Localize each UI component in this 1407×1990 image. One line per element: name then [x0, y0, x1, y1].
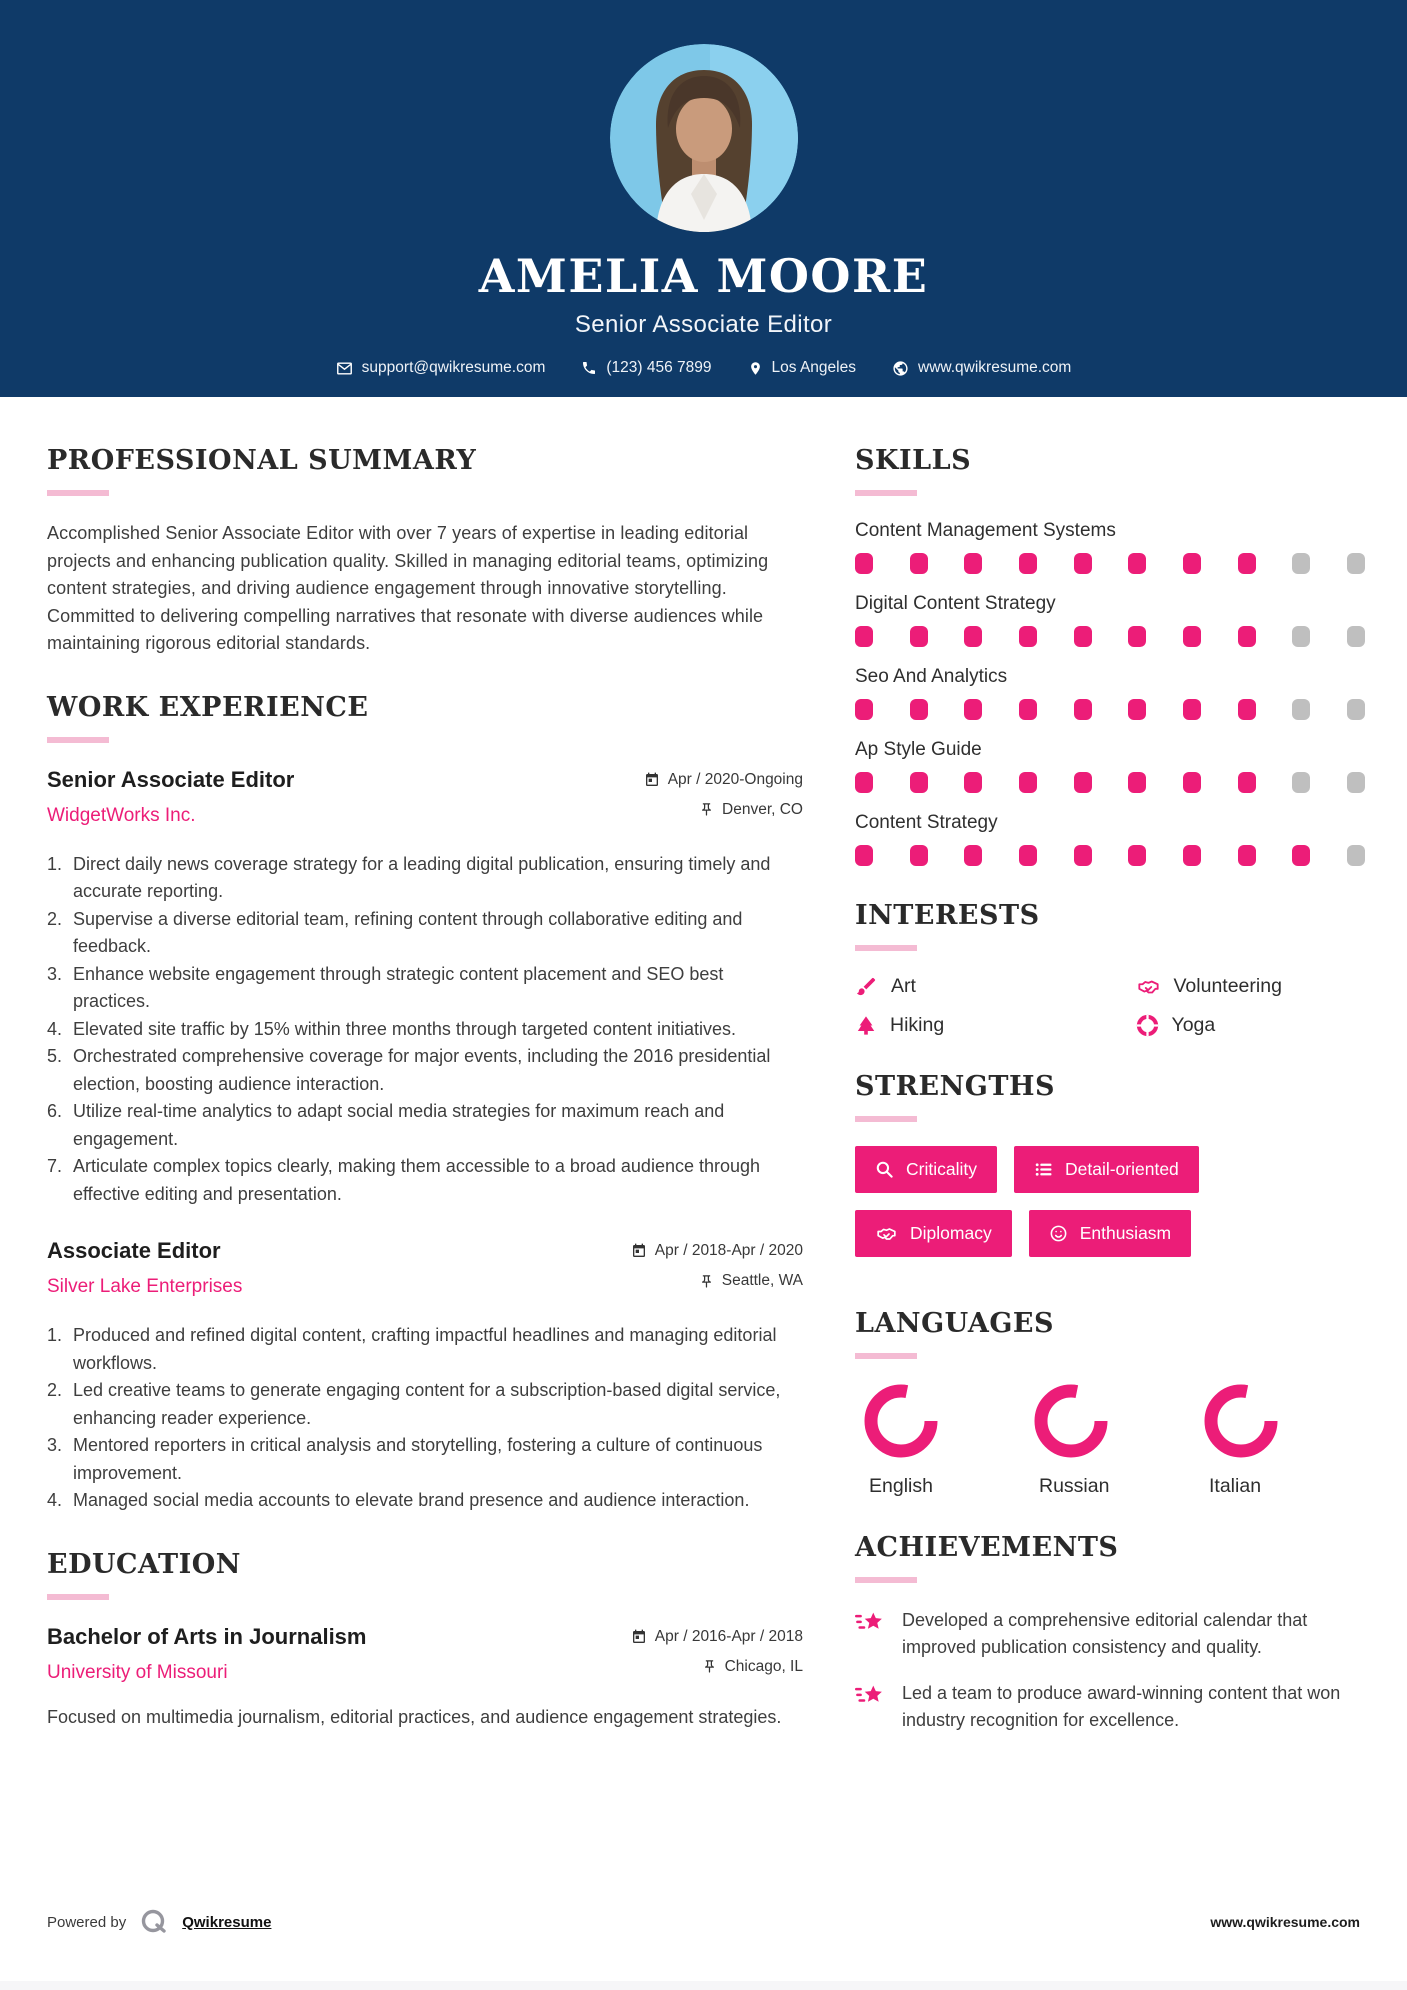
magnifier-icon	[875, 1160, 894, 1179]
header-banner	[0, 0, 1407, 397]
pushpin-icon	[702, 1659, 717, 1674]
handshake-icon	[875, 1224, 898, 1244]
smiley-icon	[1049, 1224, 1068, 1243]
calendar-icon	[631, 1243, 647, 1259]
skill-dot-filled	[964, 772, 982, 793]
job-bullet: Enhance website engagement through strategic content placement and SEO best practices.	[73, 963, 724, 1011]
skill-dot-empty	[1292, 772, 1310, 793]
section-heading: SKILLS	[855, 445, 972, 476]
skill-dot-filled	[910, 772, 928, 793]
section-heading: EDUCATION	[47, 1548, 241, 1580]
job-bullet: Mentored reporters in critical analysis and storytelling, fostering a culture of continuous improvement.	[73, 1435, 763, 1483]
language-item	[855, 1383, 1025, 1498]
pushpin-icon	[699, 1274, 714, 1289]
contact-phone[interactable]: (123) 456 7899	[581, 359, 711, 377]
job-bullets	[47, 851, 803, 1209]
heading-underline	[855, 1353, 917, 1359]
section-strengths	[855, 1071, 1365, 1274]
skill-dot-filled	[1128, 699, 1146, 720]
job-company: WidgetWorks Inc.	[47, 804, 196, 826]
skill-dot-filled	[855, 772, 873, 793]
skill-dot-filled	[855, 626, 873, 647]
location-icon	[748, 360, 763, 377]
skill-dot-filled	[1128, 553, 1146, 574]
section-heading: LANGUAGES	[855, 1308, 1054, 1339]
language-name: Russian	[1039, 1475, 1110, 1497]
skill-dot-filled	[855, 553, 873, 574]
heading-underline	[855, 1577, 917, 1583]
language-name: English	[869, 1475, 933, 1497]
job-bullet: Managed social media accounts to elevate brand presence and audience interaction.	[73, 1490, 750, 1510]
language-level-ring	[1203, 1383, 1279, 1459]
strength-badge: Detail-oriented	[1014, 1146, 1199, 1193]
section-work-experience	[47, 692, 803, 1515]
interest-item: Art	[855, 975, 1136, 998]
section-heading: ACHIEVEMENTS	[855, 1532, 1119, 1563]
section-interests	[855, 900, 1365, 1037]
skill-rating	[855, 845, 1365, 866]
job-bullet: Produced and refined digital content, crafting impactful headlines and managing editorial workflows.	[73, 1325, 777, 1373]
contact-location: Los Angeles	[748, 359, 856, 377]
skill-dot-filled	[910, 553, 928, 574]
skill-rating	[855, 699, 1365, 720]
skill-dot-filled	[1183, 626, 1201, 647]
qwikresume-logo-icon	[138, 1906, 170, 1938]
skill-dot-filled	[1183, 553, 1201, 574]
strength-badge: Diplomacy	[855, 1210, 1012, 1257]
person-job-title: Senior Associate Editor	[574, 311, 833, 338]
tree-icon	[855, 1014, 877, 1037]
achievement-item: Led a team to produce award-winning content that won industry recognition for excellence.	[855, 1680, 1365, 1733]
job-bullet: Led creative teams to generate engaging content for a subscription-based digital service, enhancing reader experience.	[73, 1380, 781, 1428]
job-entry	[47, 1238, 803, 1515]
heading-underline	[855, 1116, 917, 1122]
skill-dot-empty	[1292, 553, 1310, 574]
job-bullet: Elevated site traffic by 15% within three months through targeted content initiatives.	[73, 1018, 737, 1039]
skill-dot-filled	[1074, 553, 1092, 574]
skill-dot-filled	[1019, 772, 1037, 793]
language-item	[1025, 1383, 1195, 1498]
lifebuoy-icon	[1136, 1014, 1159, 1037]
skill-dot-filled	[1292, 845, 1310, 866]
interest-item: Volunteering	[1136, 975, 1366, 998]
skill-dot-filled	[964, 845, 982, 866]
skill-dot-filled	[1183, 845, 1201, 866]
skill-item: Content Management Systems	[855, 520, 1365, 574]
section-achievements	[855, 1532, 1365, 1733]
skill-dot-filled	[1238, 553, 1256, 574]
skill-dot-empty	[1292, 626, 1310, 647]
skill-dot-empty	[1347, 772, 1365, 793]
job-bullet: Orchestrated comprehensive coverage for major events, including the 2016 presidential election, boosting audience interaction.	[73, 1046, 771, 1094]
job-location: Denver, CO	[644, 801, 803, 819]
skill-dot-empty	[1347, 626, 1365, 647]
skill-dot-filled	[1019, 553, 1037, 574]
pushpin-icon	[699, 802, 714, 817]
language-item	[1195, 1383, 1365, 1498]
summary-text: Accomplished Senior Associate Editor with over 7 years of expertise in leading editorial projects and enhancing publication quality. Skilled in managing editorial teams, optimizing content strategies, and driving audience engagement through innovative storytelling. Committed to delivering compelling narratives that resonate with diverse audiences while maintaining rigorous editorial standards.	[47, 523, 769, 653]
section-heading: WORK EXPERIENCE	[47, 691, 369, 723]
skill-dot-empty	[1347, 845, 1365, 866]
job-dates: Apr / 2018-Apr / 2020	[631, 1242, 803, 1260]
powered-by-label: Powered by	[47, 1913, 127, 1931]
strength-badge: Enthusiasm	[1029, 1210, 1191, 1257]
skill-dot-filled	[1019, 845, 1037, 866]
job-bullet: Utilize real-time analytics to adapt social media strategies for maximum reach and engagement.	[73, 1101, 725, 1149]
paintbrush-icon	[855, 975, 878, 998]
skill-dot-filled	[1238, 699, 1256, 720]
shooting-star-icon	[855, 1609, 887, 1639]
skill-dot-filled	[1128, 626, 1146, 647]
heading-underline	[47, 737, 109, 743]
skill-dot-empty	[1292, 699, 1310, 720]
language-level-ring	[1033, 1383, 1109, 1459]
skill-dot-filled	[1074, 626, 1092, 647]
education-location: Chicago, IL	[631, 1658, 803, 1676]
skill-dot-filled	[1128, 772, 1146, 793]
avatar	[610, 44, 798, 232]
skill-rating	[855, 772, 1365, 793]
job-company: Silver Lake Enterprises	[47, 1276, 243, 1297]
list-icon	[1034, 1160, 1053, 1179]
education-description: Focused on multimedia journalism, editorial practices, and audience engagement strategies.	[47, 1706, 782, 1727]
skill-item: Ap Style Guide	[855, 739, 1365, 793]
skill-dot-filled	[1128, 845, 1146, 866]
skill-dot-filled	[910, 626, 928, 647]
skill-dot-filled	[964, 553, 982, 574]
heading-underline	[47, 490, 109, 496]
school-name: University of Missouri	[47, 1661, 228, 1683]
section-professional-summary	[47, 445, 803, 658]
footer-website: www.qwikresume.com	[1210, 1914, 1360, 1930]
globe-icon	[892, 360, 909, 377]
skill-dot-filled	[1238, 772, 1256, 793]
contact-website[interactable]: www.qwikresume.com	[892, 359, 1071, 377]
job-entry	[47, 767, 803, 1209]
section-skills	[855, 445, 1365, 866]
job-bullet: Articulate complex topics clearly, making them accessible to a broad audience through effective editing and presentation.	[73, 1156, 761, 1204]
handshake-icon	[1136, 976, 1161, 998]
job-location: Seattle, WA	[631, 1272, 803, 1290]
interest-item: Hiking	[855, 1014, 1136, 1037]
heading-underline	[855, 490, 917, 496]
job-bullets	[47, 1322, 803, 1515]
section-languages	[855, 1308, 1365, 1498]
skill-dot-filled	[1183, 772, 1201, 793]
person-name: AMELIA MOORE	[478, 249, 929, 303]
avatar-photo-illustration	[610, 44, 798, 232]
skill-item: Digital Content Strategy	[855, 593, 1365, 647]
job-dates: Apr / 2020-Ongoing	[644, 771, 803, 789]
email-icon	[336, 360, 353, 377]
skill-dot-filled	[964, 699, 982, 720]
language-name: Italian	[1209, 1475, 1262, 1497]
calendar-icon	[644, 772, 660, 788]
footer	[47, 1906, 1360, 1938]
skill-dot-empty	[1347, 699, 1365, 720]
section-education	[47, 1549, 803, 1732]
job-title: Senior Associate Editor	[47, 766, 295, 792]
phone-icon	[581, 360, 597, 376]
skill-dot-filled	[1019, 626, 1037, 647]
language-level-ring	[863, 1383, 939, 1459]
achievement-item: Developed a comprehensive editorial calendar that improved publication consistency and quality.	[855, 1607, 1365, 1660]
skill-item: Seo And Analytics	[855, 666, 1365, 720]
job-bullet: Supervise a diverse editorial team, refining content through collaborative editing and feedback.	[73, 908, 743, 956]
job-bullet: Direct daily news coverage strategy for a leading digital publication, ensuring timely and accurate reporting.	[73, 853, 771, 901]
strength-badge: Criticality	[855, 1146, 997, 1193]
heading-underline	[47, 1594, 109, 1600]
skill-dot-filled	[910, 699, 928, 720]
skill-dot-empty	[1347, 553, 1365, 574]
page-bottom-strip	[0, 1981, 1407, 1990]
skill-rating	[855, 553, 1365, 574]
qwikresume-link[interactable]: Qwikresume	[182, 1913, 272, 1931]
skill-dot-filled	[964, 626, 982, 647]
skill-dot-filled	[1238, 845, 1256, 866]
section-heading: STRENGTHS	[855, 1071, 1055, 1102]
degree-title: Bachelor of Arts in Journalism	[47, 1623, 367, 1649]
skill-dot-filled	[1238, 626, 1256, 647]
skill-dot-filled	[1019, 699, 1037, 720]
contact-email[interactable]: support@qwikresume.com	[336, 359, 546, 377]
contact-row	[0, 359, 1407, 377]
skill-dot-filled	[1074, 772, 1092, 793]
skill-dot-filled	[1074, 845, 1092, 866]
section-heading: PROFESSIONAL SUMMARY	[47, 445, 477, 476]
skill-item: Content Strategy	[855, 812, 1365, 866]
section-heading: INTERESTS	[855, 900, 1040, 931]
interest-item: Yoga	[1136, 1014, 1366, 1037]
calendar-icon	[631, 1629, 647, 1645]
skill-dot-filled	[1074, 699, 1092, 720]
job-title: Associate Editor	[47, 1238, 221, 1263]
skill-dot-filled	[855, 699, 873, 720]
skill-dot-filled	[910, 845, 928, 866]
skill-rating	[855, 626, 1365, 647]
skill-dot-filled	[1183, 699, 1201, 720]
skill-dot-filled	[855, 845, 873, 866]
shooting-star-icon	[855, 1682, 887, 1712]
heading-underline	[855, 945, 917, 951]
education-dates: Apr / 2016-Apr / 2018	[631, 1628, 803, 1646]
